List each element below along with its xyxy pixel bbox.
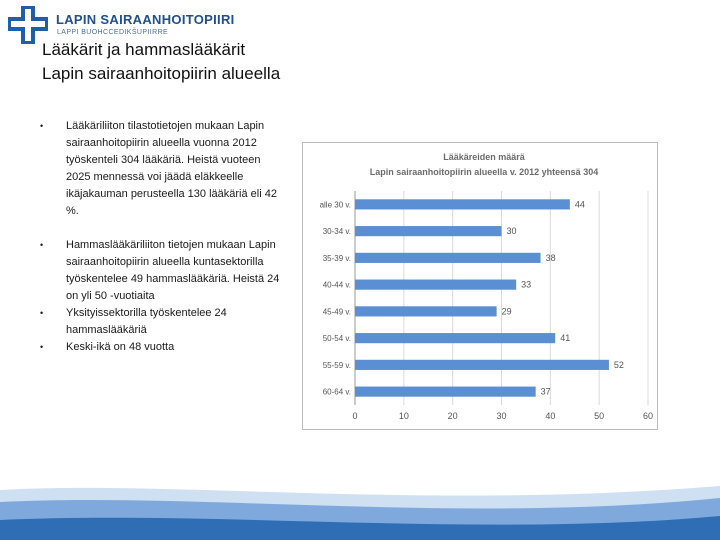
y-category-label: 40-44 v.	[322, 280, 351, 290]
bar-data-label: 44	[574, 199, 585, 210]
slide-title: Lääkärit ja hammaslääkärit Lapin sairaanhoitopiirin alueella	[42, 40, 281, 83]
bar	[355, 199, 570, 209]
y-category-label: 60-64 v.	[322, 387, 351, 397]
organization-name: LAPIN SAIRAANHOITOPIIRI	[56, 12, 235, 27]
y-category-label: alle 30 v.	[319, 200, 351, 210]
y-category-label: 35-39 v.	[322, 253, 351, 263]
bar	[355, 280, 516, 290]
y-category-label: 55-59 v.	[322, 360, 351, 370]
bar-chart	[303, 143, 657, 429]
x-tick-label: 20	[447, 411, 458, 421]
x-tick-label: 30	[496, 411, 507, 421]
x-tick-label: 50	[594, 411, 605, 421]
bar	[355, 306, 497, 316]
x-tick-label: 10	[398, 411, 409, 421]
bullet-item: • Keski-ikä on 48 vuotta	[40, 339, 280, 356]
bullet-item: • Lääkäriliiton tilastotietojen mukaan Lapin sairaanhoitopiirin alueella vuonna 2012 työskenteli 304 lääkäriä. Heistä vuoteen 2025 mennessä voi jäädä eläkkeelle ikäjakauman perusteella 130 lääkäriä eli 42 %.	[40, 118, 280, 220]
bar-data-label: 38	[545, 252, 556, 263]
x-tick-label: 60	[642, 411, 654, 421]
bar-chart-container	[302, 142, 658, 430]
bar-data-label: 52	[613, 359, 624, 370]
bar	[355, 333, 555, 343]
bullet-item: • Yksityissektorilla työskentelee 24 hammaslääkäriä	[40, 305, 280, 339]
bar	[355, 226, 502, 236]
bullet-list	[40, 118, 280, 356]
bar-data-label: 33	[521, 279, 532, 290]
bar	[355, 360, 609, 370]
chart-title-line1: Lääkäreiden määrä	[443, 152, 525, 162]
bullet-item: • Hammaslääkäriliiton tietojen mukaan Lapin sairaanhoitopiirin alueella kuntasektorilla työskentelee 49 hammaslääkäriä. Heistä 24 on yli 50 -vuotiaita	[40, 237, 280, 305]
bar-data-label: 41	[560, 333, 571, 344]
bar-data-label: 37	[540, 386, 551, 397]
bar-data-label: 30	[506, 226, 517, 237]
organization-subtitle: LAPPI BUOHCCEDIKŠUPIIRRE	[57, 29, 169, 36]
x-tick-label: 40	[545, 411, 556, 421]
y-category-label: 30-34 v.	[322, 227, 351, 237]
bar-data-label: 29	[501, 306, 512, 317]
footer-wave-decoration	[0, 480, 720, 540]
x-tick-label: 0	[352, 411, 358, 421]
y-category-label: 50-54 v.	[322, 334, 351, 344]
y-category-label: 45-49 v.	[322, 307, 351, 317]
bar	[355, 253, 541, 263]
chart-title-line2: Lapin sairaanhoitopiirin alueella v. 2012 yhteensä 304	[369, 167, 599, 177]
bar	[355, 387, 536, 397]
